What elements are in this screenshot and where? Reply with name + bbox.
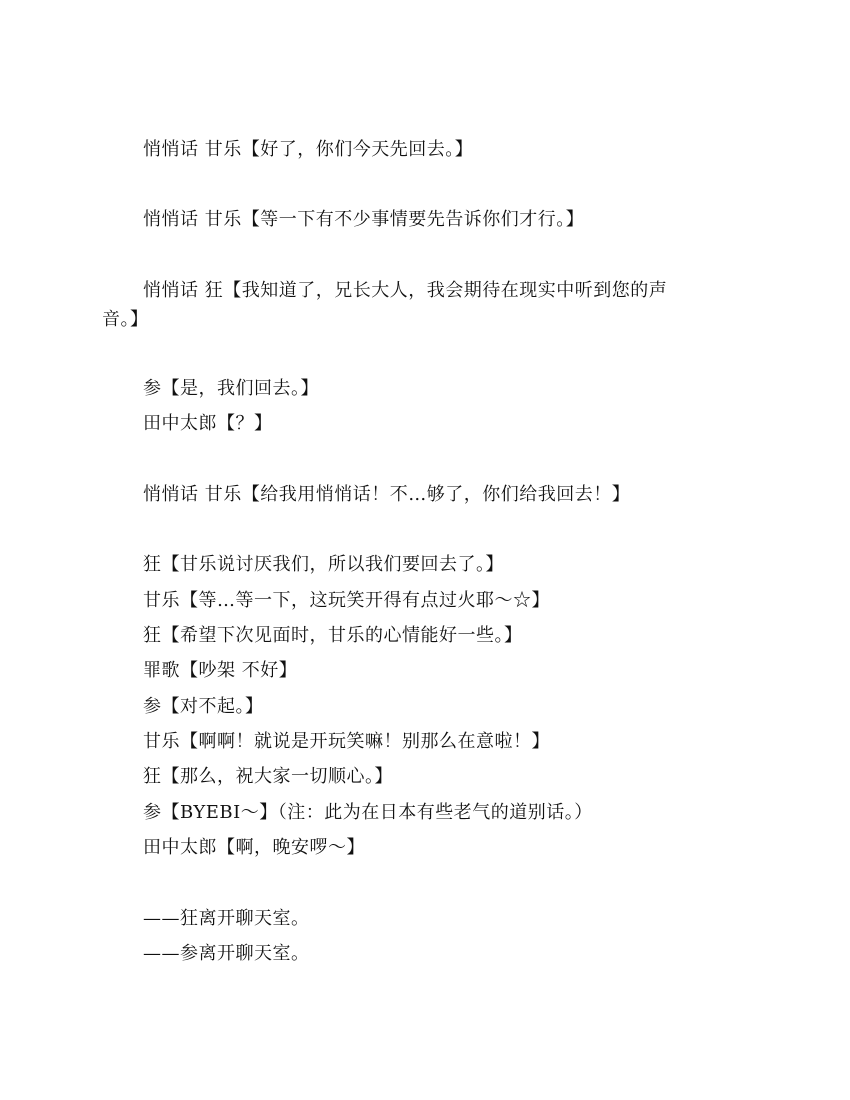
dialogue-line: 狂【甘乐说讨厌我们，所以我们要回去了。】 <box>143 554 504 575</box>
dialogue-line: 狂【希望下次见面时，甘乐的心情能好一些。】 <box>143 625 523 646</box>
dialogue-line: 悄悄话 狂【我知道了，兄长大人，我会期待在现实中听到您的声 <box>143 280 668 301</box>
dialogue-line: 狂【那么，祝大家一切顺心。】 <box>143 766 393 787</box>
dialogue-line-continuation: 音。】 <box>102 309 149 330</box>
dialogue-line: 悄悄话 甘乐【好了，你们今天先回去。】 <box>143 139 474 160</box>
dialogue-line: 罪歌【吵架 不好】 <box>143 660 298 681</box>
dialogue-line: 田中太郎【啊，晚安啰～】 <box>143 837 365 858</box>
dialogue-line: 参【BYEBI～】（注：此为在日本有些老气的道别话。） <box>143 802 593 823</box>
dialogue-line: 甘乐【等…等一下，这玩笑开得有点过火耶～☆】 <box>143 590 550 611</box>
dialogue-line: 参【对不起。】 <box>143 696 264 717</box>
system-message: ——参离开聊天室。 <box>143 943 310 964</box>
dialogue-line: 悄悄话 甘乐【给我用悄悄话！不…够了，你们给我回去！】 <box>143 484 631 505</box>
dialogue-line: 甘乐【啊啊！就说是开玩笑嘛！别那么在意啦！】 <box>143 731 550 752</box>
dialogue-line: 参【是，我们回去。】 <box>143 378 319 399</box>
dialogue-line: 悄悄话 甘乐【等一下有不少事情要先告诉你们才行。】 <box>143 209 585 230</box>
dialogue-line: 田中太郎【？】 <box>143 413 273 434</box>
system-message: ——狂离开聊天室。 <box>143 908 310 929</box>
